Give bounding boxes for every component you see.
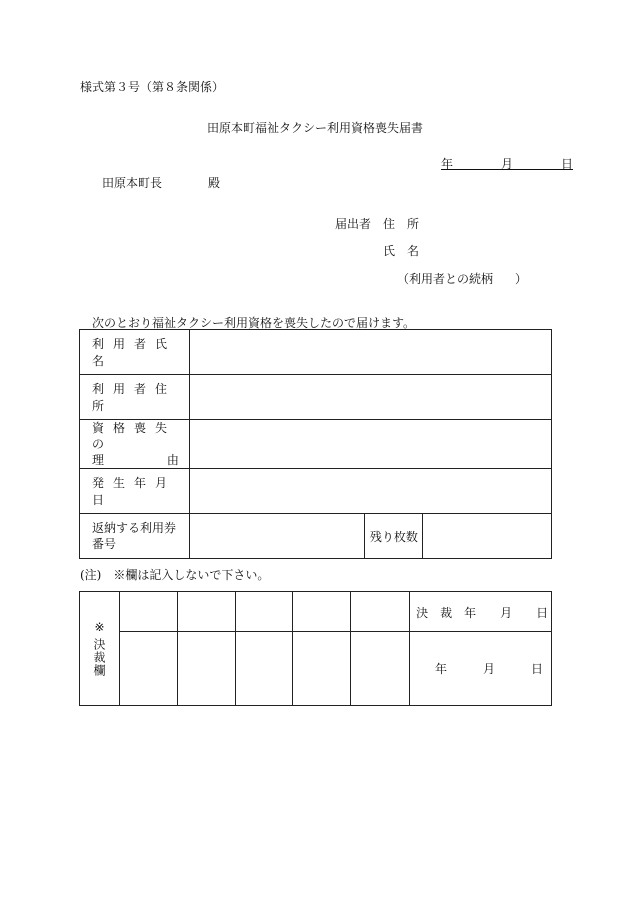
approval-stamp-cell[interactable] [177,592,235,632]
addressee: 田原本町長 [102,176,163,190]
approval-column-text: 決裁欄 [91,638,106,677]
approval-stamp-cell[interactable] [235,592,293,632]
form-number: 様式第３号（第８条関係） [80,80,225,94]
asterisk-mark: ※ [94,620,105,634]
remaining-label: 残り枚数 [365,514,423,559]
applicant-label: 届出者 [335,217,372,231]
approval-stamp-cell[interactable] [293,632,351,706]
return-ticket-label: 返納する利用券 番号 [80,514,190,559]
approval-stamp-cell[interactable] [351,632,410,706]
remaining-field[interactable] [423,514,552,559]
approval-stamp-cell[interactable] [351,592,410,632]
honorific: 殿 [208,176,221,190]
reason-field[interactable] [189,420,551,469]
approval-stamp-cell[interactable] [177,632,235,706]
approval-stamp-cell[interactable] [119,632,177,706]
decision-date-label: 決 裁 年 月 日 [410,592,552,632]
approval-table [79,591,552,706]
statement: 次のとおり福祉タクシー利用資格を喪失したので届けます。 [92,316,416,330]
user-address-field[interactable] [189,375,551,420]
approval-date-label: 年 月 日 [410,632,552,706]
occurrence-date-field[interactable] [189,469,551,514]
main-form-table [79,329,552,559]
user-name-label: 利用者氏名 [80,330,190,375]
address-label: 住 所 [383,217,420,231]
page-title: 田原本町福祉タクシー利用資格喪失届書 [207,121,424,135]
user-address-label: 利用者住所 [80,375,190,420]
approval-stamp-cell[interactable] [235,632,293,706]
approval-column-label [80,592,120,706]
user-name-field[interactable] [189,330,551,375]
approval-stamp-cell[interactable] [119,592,177,632]
note: (注) ※欄は記入しないで下さい。 [80,568,270,582]
relation-close: ） [515,272,528,286]
occurrence-date-label: 発生年月日 [80,469,190,514]
reason-label: 資格喪失の 理 由 [80,420,190,469]
return-ticket-field[interactable] [189,514,365,559]
name-label: 氏 名 [383,244,420,258]
approval-stamp-cell[interactable] [293,592,351,632]
date-line: 年 月 日 [441,157,574,171]
relation-label: （利用者との続柄 [397,272,494,286]
